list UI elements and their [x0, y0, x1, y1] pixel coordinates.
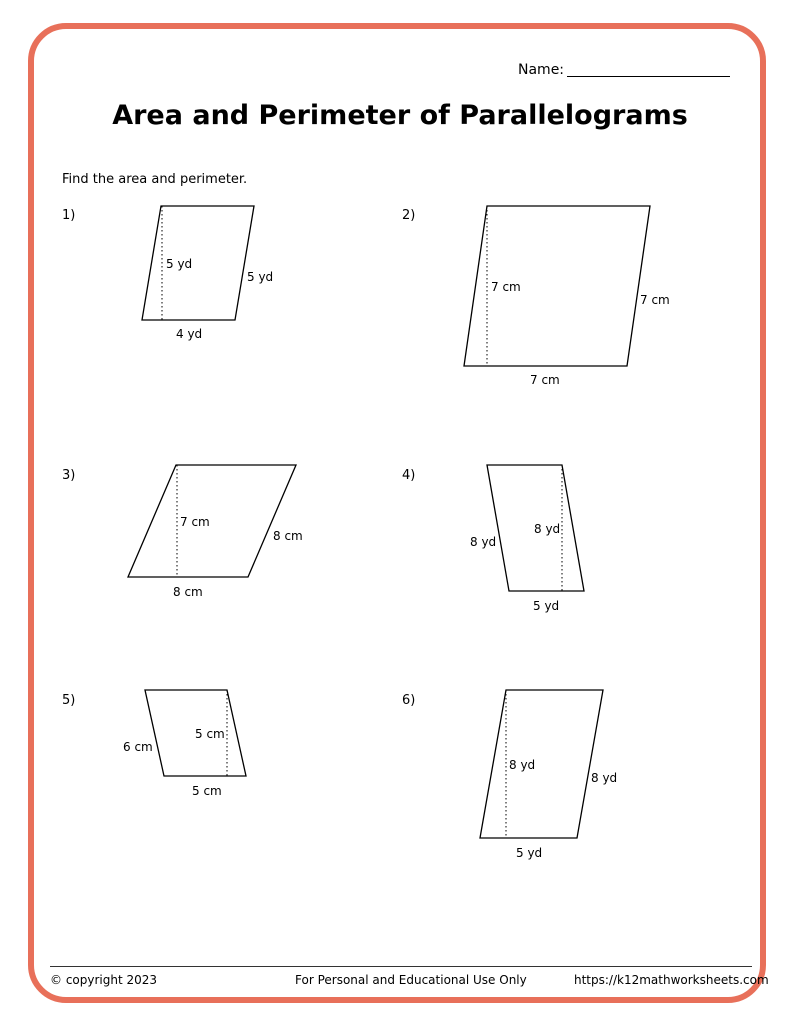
base-label: 5 cm	[192, 784, 222, 798]
side-label: 6 cm	[123, 740, 153, 754]
problem-number-4: 4)	[402, 468, 416, 483]
problem-5-figure	[123, 690, 246, 798]
footer-usage: For Personal and Educational Use Only	[295, 973, 527, 987]
base-label: 7 cm	[530, 373, 560, 387]
side-label: 5 yd	[247, 270, 274, 284]
parallelogram-shape	[128, 465, 296, 577]
side-label: 7 cm	[640, 293, 670, 307]
problem-1-figure	[142, 206, 273, 341]
height-label: 5 yd	[166, 257, 193, 271]
problem-number-6: 6)	[402, 693, 416, 708]
problem-number-5: 5)	[62, 693, 76, 708]
height-label: 7 cm	[491, 280, 521, 294]
problem-2-figure	[464, 206, 670, 387]
footer-divider	[50, 966, 752, 967]
instructions: Find the area and perimeter.	[62, 172, 248, 187]
height-label: 8 yd	[509, 758, 536, 772]
base-label: 5 yd	[533, 599, 560, 613]
footer-url[interactable]: https://k12mathworksheets.com	[574, 973, 769, 987]
parallelogram-shape	[480, 690, 603, 838]
problem-6-figure	[480, 690, 617, 860]
height-label: 7 cm	[180, 515, 210, 529]
problem-number-2: 2)	[402, 208, 416, 223]
name-label: Name:	[518, 62, 565, 78]
side-label: 8 yd	[591, 771, 618, 785]
side-label: 8 cm	[273, 529, 303, 543]
parallelogram-shape	[142, 206, 254, 320]
base-label: 8 cm	[173, 585, 203, 599]
problem-4-figure	[470, 465, 584, 613]
footer-copyright: © copyright 2023	[50, 973, 158, 987]
problem-number-3: 3)	[62, 468, 76, 483]
height-label: 5 cm	[195, 727, 225, 741]
problem-number-1: 1)	[62, 208, 76, 223]
height-label: 8 yd	[534, 522, 561, 536]
page-title: Area and Perimeter of Parallelograms	[112, 100, 688, 131]
side-label: 8 yd	[470, 535, 497, 549]
base-label: 4 yd	[176, 327, 203, 341]
problem-3-figure	[128, 465, 303, 599]
base-label: 5 yd	[516, 846, 543, 860]
